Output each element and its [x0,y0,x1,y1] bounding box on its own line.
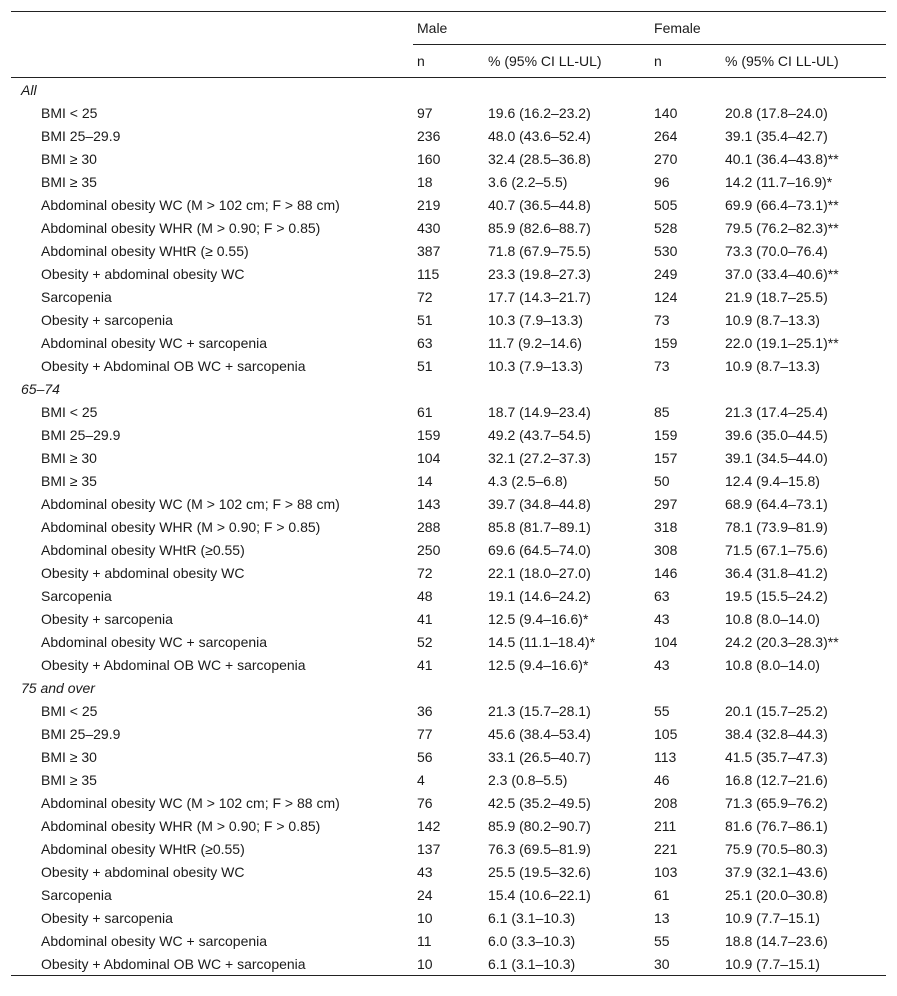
female-n-cell: 221 [654,840,678,857]
female-pct-cell: 73.3 (70.0–76.4) [725,242,828,259]
male-n-cell: 4 [417,771,425,788]
female-pct-cell: 24.2 (20.3–28.3)** [725,633,839,650]
male-pct-cell: 12.5 (9.4–16.6)* [488,610,589,627]
male-n-cell: 77 [417,725,433,742]
male-n-cell: 24 [417,886,433,903]
table-row [11,331,886,354]
table-row [11,929,886,952]
female-pct-cell: 10.9 (7.7–15.1) [721,952,886,976]
table-row [11,469,886,492]
male-n-cell: 160 [417,150,441,167]
row-label: Abdominal obesity WHtR (≥0.55) [41,541,245,558]
male-pct-cell: 85.9 (80.2–90.7) [488,817,591,834]
female-n-cell: 103 [654,863,678,880]
female-n-cell: 530 [654,242,678,259]
female-n-cell: 140 [654,104,678,121]
male-n-cell: 41 [417,656,433,673]
female-n-cell: 249 [654,265,678,282]
female-n-cell: 55 [654,702,670,719]
table-row [11,630,886,653]
female-n-cell: 73 [654,357,670,374]
female-pct-cell: 39.6 (35.0–44.5) [725,426,828,443]
female-pct-cell: 10.9 (8.7–13.3) [725,357,820,374]
row-label: BMI ≥ 35 [41,173,97,190]
section-header-row [11,78,886,102]
table-row [11,193,886,216]
header-sub-row [11,45,886,78]
table-row [11,101,886,124]
male-n-cell: 41 [417,610,433,627]
row-label: BMI ≥ 30 [41,150,97,167]
female-pct-cell: 12.4 (9.4–15.8) [725,472,820,489]
female-pct-cell: 21.3 (17.4–25.4) [725,403,828,420]
female-pct-cell: 38.4 (32.8–44.3) [725,725,828,742]
male-pct-cell: 32.4 (28.5–36.8) [488,150,591,167]
female-n-cell: 113 [654,748,677,765]
male-n-cell: 250 [417,541,441,558]
row-label: BMI 25–29.9 [41,725,121,742]
female-n-cell: 124 [654,288,678,305]
male-n-cell: 14 [417,472,433,489]
table-row [11,262,886,285]
female-pct-cell: 41.5 (35.7–47.3) [725,748,828,765]
male-n-cell: 115 [417,265,440,282]
row-label: Abdominal obesity WC + sarcopenia [41,633,268,650]
male-pct-cell: 14.5 (11.1–18.4)* [488,633,596,650]
row-label: Abdominal obesity WC (M > 102 cm; F > 88 cm) [41,794,340,811]
header-empty-cell [11,45,413,78]
male-n-cell: 387 [417,242,441,259]
male-n-cell: 10 [417,909,433,926]
male-pct-cell: 2.3 (0.8–5.5) [488,771,568,788]
row-label: BMI ≥ 35 [41,472,97,489]
header-group-row [11,12,886,45]
header-male-n: n [413,45,484,78]
female-n-cell: 104 [654,633,678,650]
male-n-cell: 48 [417,587,433,604]
female-pct-cell: 19.5 (15.5–24.2) [725,587,828,604]
male-n-cell: 143 [417,495,441,512]
table-row [11,492,886,515]
female-pct-cell: 37.9 (32.1–43.6) [725,863,828,880]
female-pct-cell: 36.4 (31.8–41.2) [725,564,828,581]
female-pct-cell: 14.2 (11.7–16.9)* [725,173,833,190]
table-row [11,308,886,331]
row-label: Obesity + Abdominal OB WC + sarcopenia [41,357,306,374]
male-n-cell: 11 [417,932,432,949]
female-pct-cell: 20.1 (15.7–25.2) [725,702,828,719]
female-n-cell: 157 [654,449,678,466]
section-header-row [11,676,886,699]
table-row [11,423,886,446]
female-n-cell: 208 [654,794,678,811]
table-row [11,722,886,745]
male-n-cell: 61 [417,403,433,420]
table-row [11,607,886,630]
male-n-cell: 142 [417,817,441,834]
obesity-sarcopenia-table [11,11,886,976]
male-pct-cell: 25.5 (19.5–32.6) [488,863,591,880]
female-n-cell: 43 [654,610,670,627]
male-n-cell: 288 [417,518,441,535]
header-female-pct: % (95% CI LL-UL) [721,45,886,78]
male-n-cell: 51 [417,357,433,374]
female-n-cell: 297 [654,495,678,512]
row-label: BMI ≥ 30 [41,449,97,466]
female-n-cell: 211 [654,817,677,834]
female-n-cell: 308 [654,541,678,558]
male-pct-cell: 19.6 (16.2–23.2) [488,104,591,121]
female-n-cell: 46 [654,771,670,788]
male-n-cell: 72 [417,288,433,305]
header-male-pct: % (95% CI LL-UL) [484,45,650,78]
table-row [11,906,886,929]
female-pct-cell: 78.1 (73.9–81.9) [725,518,828,535]
female-pct-cell: 71.5 (67.1–75.6) [725,541,828,558]
female-pct-cell: 37.0 (33.4–40.6)** [725,265,839,282]
row-label: Obesity + sarcopenia [41,610,173,627]
female-pct-cell: 10.9 (8.7–13.3) [725,311,820,328]
female-pct-cell: 16.8 (12.7–21.6) [725,771,828,788]
table-row [11,883,886,906]
male-pct-cell: 69.6 (64.5–74.0) [488,541,591,558]
row-label: BMI < 25 [41,702,98,719]
table-row [11,216,886,239]
row-label: Sarcopenia [41,587,112,604]
table-row [11,814,886,837]
row-label: Abdominal obesity WHR (M > 0.90; F > 0.85) [41,219,321,236]
male-pct-cell: 6.1 (3.1–10.3) [484,952,650,976]
male-pct-cell: 40.7 (36.5–44.8) [488,196,591,213]
female-n-cell: 528 [654,219,678,236]
male-pct-cell: 17.7 (14.3–21.7) [488,288,591,305]
row-label: Abdominal obesity WC + sarcopenia [41,334,268,351]
male-pct-cell: 10.3 (7.9–13.3) [488,357,583,374]
male-n-cell: 36 [417,702,433,719]
row-label: BMI 25–29.9 [41,426,121,443]
table-row [11,446,886,469]
male-pct-cell: 71.8 (67.9–75.5) [488,242,591,259]
female-pct-cell: 71.3 (65.9–76.2) [725,794,828,811]
section-header-row [11,377,886,400]
header-female: Female [650,12,886,45]
male-pct-cell: 33.1 (26.5–40.7) [488,748,591,765]
female-pct-cell: 40.1 (36.4–43.8)** [725,150,839,167]
female-n-cell: 85 [654,403,670,420]
male-pct-cell: 11.7 (9.2–14.6) [488,334,582,351]
female-n-cell: 13 [654,909,670,926]
male-n-cell: 137 [417,840,441,857]
male-n-cell: 430 [417,219,441,236]
section-title: 65–74 [21,380,60,397]
male-n-cell: 219 [417,196,441,213]
table-row [11,860,886,883]
male-n-cell: 10 [413,952,484,976]
male-n-cell: 236 [417,127,441,144]
male-pct-cell: 4.3 (2.5–6.8) [488,472,568,489]
row-label: Abdominal obesity WC (M > 102 cm; F > 88 cm) [41,495,340,512]
row-label: Obesity + abdominal obesity WC [41,564,245,581]
row-label: Abdominal obesity WC (M > 102 cm; F > 88 cm) [41,196,340,213]
table-row [11,515,886,538]
female-n-cell: 505 [654,196,678,213]
row-label: Obesity + abdominal obesity WC [41,265,245,282]
male-pct-cell: 22.1 (18.0–27.0) [488,564,591,581]
female-pct-cell: 10.8 (8.0–14.0) [725,610,820,627]
male-pct-cell: 49.2 (43.7–54.5) [488,426,591,443]
male-pct-cell: 39.7 (34.8–44.8) [488,495,591,512]
female-pct-cell: 39.1 (34.5–44.0) [725,449,828,466]
row-label: Abdominal obesity WHR (M > 0.90; F > 0.85) [41,518,321,535]
table-row [11,147,886,170]
table-row [11,745,886,768]
table-row [11,699,886,722]
female-pct-cell: 21.9 (18.7–25.5) [725,288,828,305]
female-pct-cell: 68.9 (64.4–73.1) [725,495,828,512]
female-n-cell: 264 [654,127,678,144]
table-row [11,354,886,377]
table-row [11,538,886,561]
row-label: Abdominal obesity WHR (M > 0.90; F > 0.85) [41,817,321,834]
header-male: Male [413,12,650,45]
female-pct-cell: 10.9 (7.7–15.1) [725,909,820,926]
section-title: All [21,81,37,98]
female-n-cell: 61 [654,886,670,903]
female-n-cell: 159 [654,334,678,351]
male-n-cell: 104 [417,449,441,466]
male-pct-cell: 42.5 (35.2–49.5) [488,794,591,811]
male-pct-cell: 21.3 (15.7–28.1) [488,702,591,719]
female-pct-cell: 25.1 (20.0–30.8) [725,886,828,903]
male-n-cell: 97 [417,104,433,121]
table-row [11,768,886,791]
female-n-cell: 55 [654,932,670,949]
table-row [11,837,886,860]
row-label: Obesity + Abdominal OB WC + sarcopenia [11,952,413,976]
row-label: BMI ≥ 35 [41,771,97,788]
male-pct-cell: 6.1 (3.1–10.3) [488,909,576,926]
female-n-cell: 270 [654,150,678,167]
female-n-cell: 63 [654,587,670,604]
male-n-cell: 52 [417,633,433,650]
male-n-cell: 51 [417,311,433,328]
row-label: Abdominal obesity WC + sarcopenia [41,932,268,949]
row-label: Abdominal obesity WHtR (≥0.55) [41,840,245,857]
table-body [11,78,886,976]
row-label: Obesity + Abdominal OB WC + sarcopenia [41,656,306,673]
row-label: Obesity + abdominal obesity WC [41,863,245,880]
male-pct-cell: 19.1 (14.6–24.2) [488,587,591,604]
row-label: Abdominal obesity WHtR (≥ 0.55) [41,242,249,259]
female-pct-cell: 75.9 (70.5–80.3) [725,840,828,857]
table-container [11,11,886,976]
row-label: BMI < 25 [41,104,98,121]
female-n-cell: 43 [654,656,670,673]
female-n-cell: 50 [654,472,670,489]
table-row [11,400,886,423]
female-n-cell: 73 [654,311,670,328]
header-female-n: n [650,45,721,78]
table-row [11,952,886,976]
female-pct-cell: 39.1 (35.4–42.7) [725,127,828,144]
female-pct-cell: 10.8 (8.0–14.0) [725,656,820,673]
male-pct-cell: 15.4 (10.6–22.1) [488,886,591,903]
row-label: Obesity + sarcopenia [41,909,173,926]
female-n-cell: 159 [654,426,678,443]
table-row [11,561,886,584]
female-n-cell: 146 [654,564,678,581]
female-n-cell: 318 [654,518,678,535]
male-n-cell: 43 [417,863,433,880]
table-row [11,170,886,193]
female-pct-cell: 69.9 (66.4–73.1)** [725,196,839,213]
row-label: Sarcopenia [41,886,112,903]
header-empty-cell [11,12,413,45]
table-header [11,12,886,78]
table-row [11,791,886,814]
male-pct-cell: 23.3 (19.8–27.3) [488,265,591,282]
female-n-cell: 105 [654,725,678,742]
male-n-cell: 72 [417,564,433,581]
male-n-cell: 76 [417,794,433,811]
section-title: 75 and over [21,679,95,696]
male-pct-cell: 10.3 (7.9–13.3) [488,311,583,328]
male-pct-cell: 85.8 (81.7–89.1) [488,518,591,535]
male-pct-cell: 6.0 (3.3–10.3) [488,932,576,949]
male-n-cell: 18 [417,173,433,190]
male-pct-cell: 45.6 (38.4–53.4) [488,725,591,742]
male-pct-cell: 48.0 (43.6–52.4) [488,127,591,144]
male-pct-cell: 12.5 (9.4–16.6)* [488,656,589,673]
male-pct-cell: 85.9 (82.6–88.7) [488,219,591,236]
male-pct-cell: 3.6 (2.2–5.5) [488,173,568,190]
female-pct-cell: 20.8 (17.8–24.0) [725,104,828,121]
table-row [11,285,886,308]
male-n-cell: 56 [417,748,433,765]
row-label: BMI < 25 [41,403,98,420]
male-pct-cell: 18.7 (14.9–23.4) [488,403,591,420]
table-row [11,124,886,147]
female-pct-cell: 18.8 (14.7–23.6) [725,932,828,949]
row-label: BMI 25–29.9 [41,127,121,144]
male-pct-cell: 32.1 (27.2–37.3) [488,449,591,466]
row-label: Obesity + sarcopenia [41,311,173,328]
female-n-cell: 30 [650,952,721,976]
male-n-cell: 159 [417,426,441,443]
female-pct-cell: 22.0 (19.1–25.1)** [725,334,839,351]
table-row [11,653,886,676]
row-label: BMI ≥ 30 [41,748,97,765]
table-row [11,239,886,262]
table-row [11,584,886,607]
female-n-cell: 96 [654,173,670,190]
female-pct-cell: 79.5 (76.2–82.3)** [725,219,839,236]
row-label: Sarcopenia [41,288,112,305]
male-n-cell: 63 [417,334,433,351]
female-pct-cell: 81.6 (76.7–86.1) [725,817,828,834]
male-pct-cell: 76.3 (69.5–81.9) [488,840,591,857]
